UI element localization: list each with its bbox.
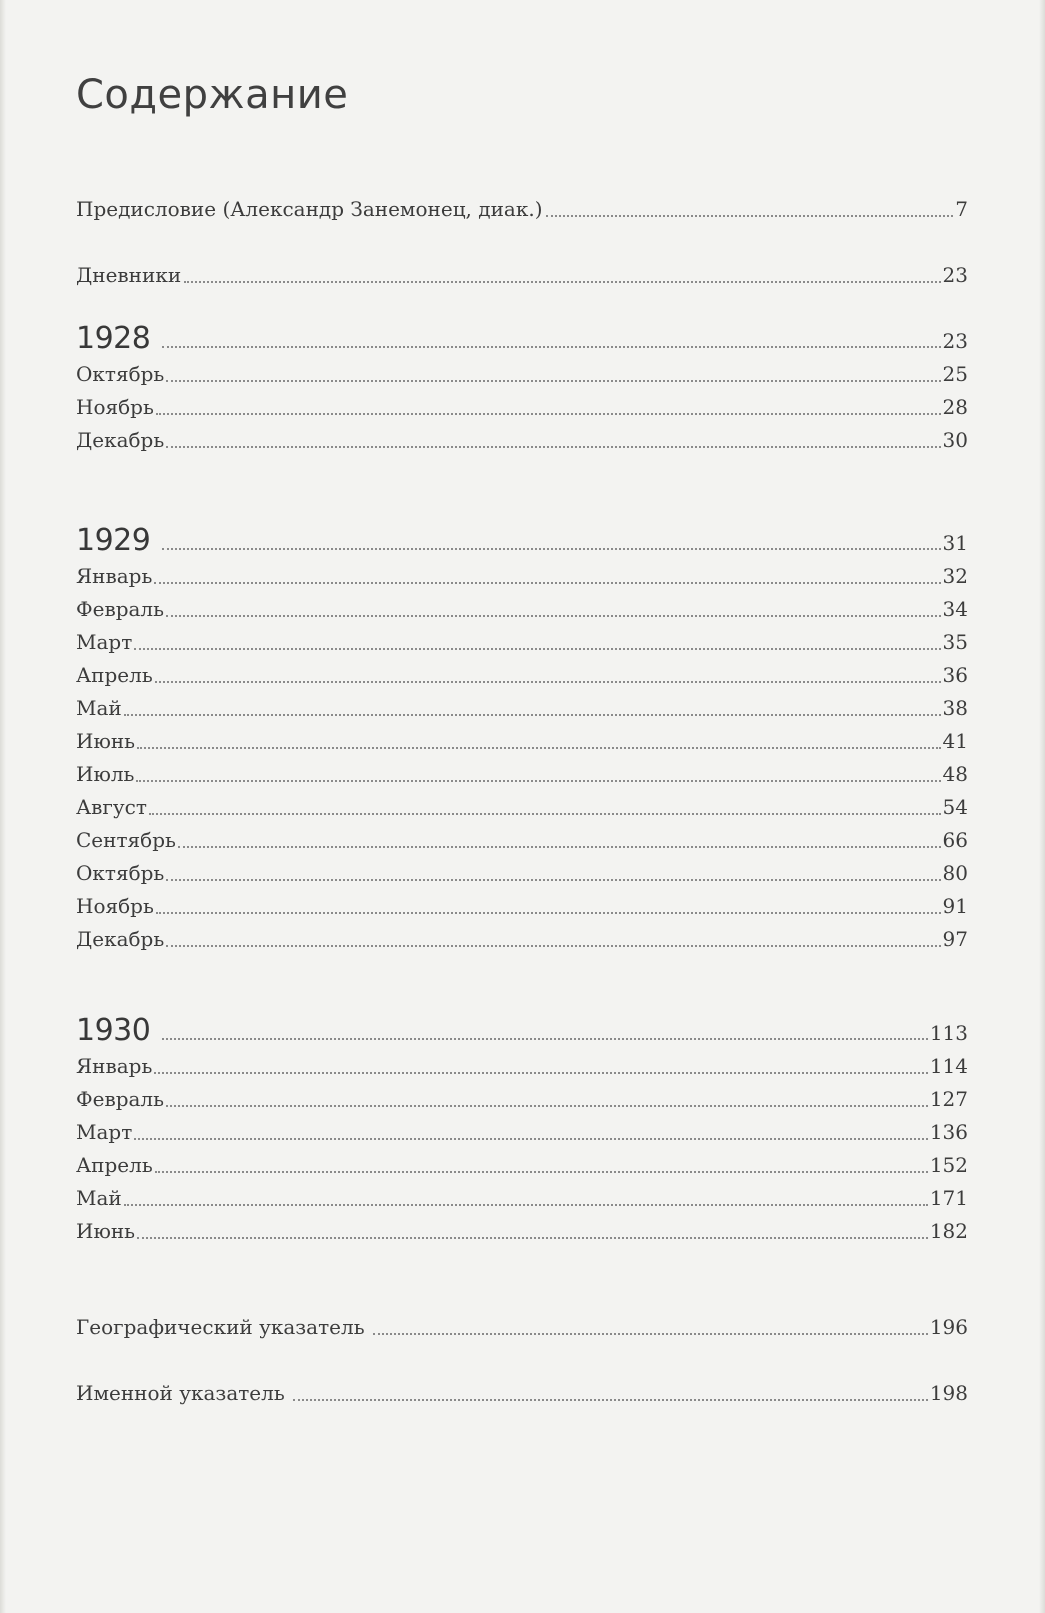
toc-entry-title: Октябрь (76, 362, 165, 386)
toc-entry-title: Май (76, 1186, 122, 1210)
toc-page-number: 34 (942, 597, 968, 621)
toc-entry-month[interactable] (76, 760, 968, 788)
toc-entry-month[interactable] (76, 1151, 968, 1179)
dot-leader (124, 1204, 928, 1206)
toc-entry-title: Апрель (76, 1153, 153, 1177)
toc-page-number: 41 (942, 729, 968, 753)
dot-leader (156, 413, 941, 415)
toc-entry-month[interactable] (76, 562, 968, 590)
dot-leader (166, 945, 940, 947)
dot-leader (162, 1038, 927, 1040)
toc-entry-month[interactable] (76, 793, 968, 821)
toc-page-number: 23 (942, 329, 968, 353)
page-edge-right (1039, 0, 1045, 1613)
toc-page-number: 152 (929, 1153, 968, 1177)
toc-entry-title: Дневники (76, 263, 182, 287)
toc-entry-geographic-index[interactable] (76, 1313, 968, 1341)
toc-page-number: 127 (929, 1087, 968, 1111)
dot-leader (162, 548, 940, 550)
dot-leader (373, 1333, 928, 1335)
toc-entry-title: 1929 (76, 523, 151, 558)
toc-page-number: 136 (929, 1120, 968, 1144)
toc-page-number: 48 (942, 762, 968, 786)
toc-page-number: 7 (955, 197, 968, 221)
toc-entry-title: Июнь (76, 729, 136, 753)
toc-entry-month[interactable] (76, 595, 968, 623)
toc-page-number: 91 (942, 894, 968, 918)
toc-page-number: 38 (942, 696, 968, 720)
dot-leader (156, 912, 941, 914)
toc-entry-title: Май (76, 696, 122, 720)
toc-entry-title: Ноябрь (76, 395, 154, 419)
toc-page-number: 80 (942, 861, 968, 885)
toc-entry-title: Октябрь (76, 861, 165, 885)
dot-leader (178, 846, 941, 848)
toc-entry-title: Географический указатель (76, 1315, 365, 1339)
toc-entry-title: Январь (76, 1054, 153, 1078)
dot-leader (154, 1072, 927, 1074)
toc-page-number: 23 (942, 263, 968, 287)
toc-entry-month[interactable] (76, 1118, 968, 1146)
toc-entry-title: Декабрь (76, 927, 165, 951)
toc-entry-month[interactable] (76, 360, 968, 388)
dot-leader (137, 747, 940, 749)
toc-entry-title: Апрель (76, 663, 153, 687)
toc-entry-title: Январь (76, 564, 153, 588)
toc-entry-month[interactable] (76, 1052, 968, 1080)
toc-entry-title: Июнь (76, 1219, 136, 1243)
toc-page-number: 182 (929, 1219, 968, 1243)
toc-page-number: 31 (942, 531, 968, 555)
dot-leader (166, 615, 941, 617)
toc-page-number: 171 (929, 1186, 968, 1210)
toc-entry-month[interactable] (76, 1217, 968, 1245)
page-edge-left (0, 0, 6, 1613)
toc-page-number: 54 (942, 795, 968, 819)
toc-page-number: 28 (942, 395, 968, 419)
toc-entry-title: 1930 (76, 1013, 151, 1048)
toc-entry-title: Декабрь (76, 428, 165, 452)
dot-leader (546, 215, 954, 217)
toc-entry-month[interactable] (76, 727, 968, 755)
dot-leader (124, 714, 941, 716)
toc-entry-year-1928[interactable] (76, 319, 968, 359)
toc-page-number: 97 (942, 927, 968, 951)
toc-entry-year-1930[interactable] (76, 1011, 968, 1051)
dot-leader (293, 1399, 928, 1401)
toc-entry-month[interactable] (76, 892, 968, 920)
toc-entry-title: Февраль (76, 597, 165, 621)
toc-entry-title: Ноябрь (76, 894, 154, 918)
toc-entry-title: Сентябрь (76, 828, 176, 852)
dot-leader (136, 780, 940, 782)
toc-page-number: 32 (942, 564, 968, 588)
dot-leader (166, 879, 940, 881)
dot-leader (166, 1105, 928, 1107)
toc-entry-month[interactable] (76, 1184, 968, 1212)
toc-entry-month[interactable] (76, 628, 968, 656)
toc-entry-month[interactable] (76, 393, 968, 421)
dot-leader (155, 1171, 928, 1173)
toc-entry-month[interactable] (76, 925, 968, 953)
toc-entry-title: 1928 (76, 321, 151, 356)
toc-entry-title: Предисловие (Александр Занемонец, диак.) (76, 197, 543, 221)
toc-entry-title: Март (76, 630, 133, 654)
toc-entry-month[interactable] (76, 1085, 968, 1113)
toc-page-number: 198 (929, 1381, 968, 1405)
toc-entry-month[interactable] (76, 859, 968, 887)
toc-entry-month[interactable] (76, 661, 968, 689)
toc-entry-title: Февраль (76, 1087, 165, 1111)
toc-entry-preface[interactable] (76, 195, 968, 223)
dot-leader (155, 681, 941, 683)
toc-page-number: 35 (942, 630, 968, 654)
toc-page-number: 196 (929, 1315, 968, 1339)
dot-leader (184, 281, 940, 283)
dot-leader (137, 1237, 928, 1239)
dot-leader (134, 648, 940, 650)
toc-entry-month[interactable] (76, 826, 968, 854)
dot-leader (134, 1138, 928, 1140)
toc-page-number: 66 (942, 828, 968, 852)
toc-entry-year-1929[interactable] (76, 521, 968, 561)
dot-leader (166, 446, 940, 448)
dot-leader (149, 813, 941, 815)
toc-entry-title: Именной указатель (76, 1381, 285, 1405)
toc-entry-title: Август (76, 795, 147, 819)
toc-entry-title: Июль (76, 762, 135, 786)
toc-page-number: 30 (942, 428, 968, 452)
dot-leader (166, 380, 940, 382)
toc-page-number: 113 (929, 1021, 968, 1045)
dot-leader (162, 346, 940, 348)
page-title: Содержание (76, 72, 349, 118)
toc-page-number: 25 (942, 362, 968, 386)
toc-entry-title: Март (76, 1120, 133, 1144)
dot-leader (154, 582, 940, 584)
toc-entry-diaries[interactable] (76, 261, 968, 289)
toc-page-number: 36 (942, 663, 968, 687)
toc-entry-name-index[interactable] (76, 1379, 968, 1407)
toc-entry-month[interactable] (76, 426, 968, 454)
toc-page-number: 114 (929, 1054, 968, 1078)
toc-entry-month[interactable] (76, 694, 968, 722)
